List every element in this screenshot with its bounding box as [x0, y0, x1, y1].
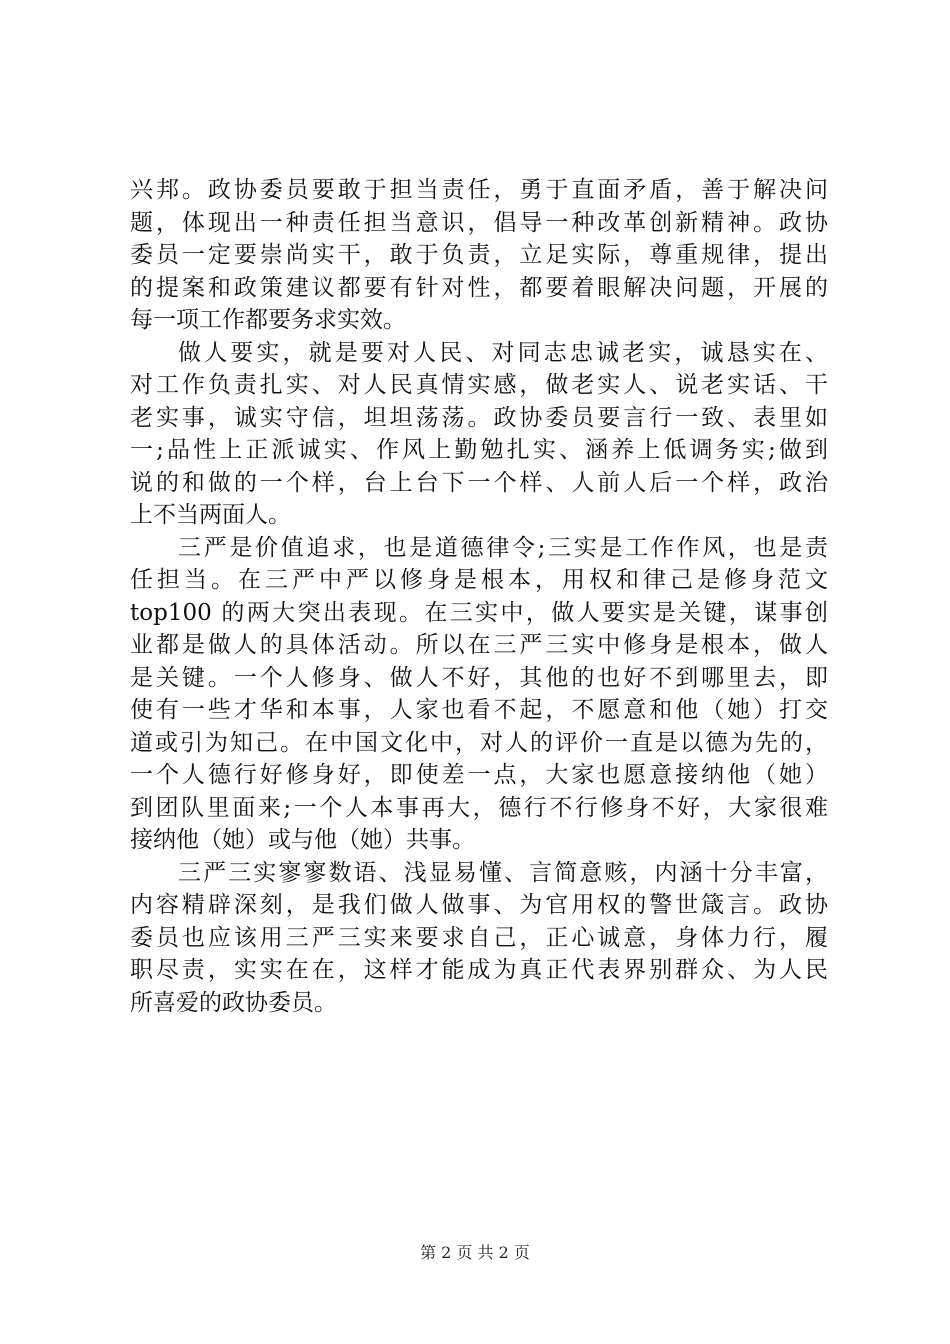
- paragraph: [130, 532, 828, 857]
- paragraph-line: 接纳他（她）或与他（她）共事。: [130, 827, 475, 853]
- paragraph-line: 委员也应该用三严三实来要求自己，正心诚意，身体力行，履: [130, 924, 828, 951]
- paragraph-line: 到团队里面来;一个人本事再大，德行不行修身不好，大家很难: [130, 794, 828, 821]
- paragraph-line: 三严是价值追求，也是道德律令;三实是工作作风，也是责: [178, 534, 828, 561]
- paragraph-line: 一;品性上正派诚实、作风上勤勉扎实、涵养上低调务实;做到: [130, 437, 828, 463]
- paragraph-line: 对工作负责扎实、对人民真情实感，做老实人、说老实话、干: [130, 372, 828, 398]
- paragraph-line: 使有一些才华和本事，人家也看不起，不愿意和他（她）打交: [130, 697, 828, 723]
- paragraph-line: 职尽责，实实在在，这样才能成为真正代表界别群众、为人民: [130, 957, 828, 983]
- paragraph-line: 业都是做人的具体活动。所以在三严三实中修身是根本，做人: [130, 632, 828, 658]
- paragraph-line: 做人要实，就是要对人民、对同志忠诚老实，诚恳实在、: [178, 339, 828, 366]
- paragraph-line: 说的和做的一个样，台上台下一个样、人前人后一个样，政治: [130, 469, 828, 496]
- paragraph-line: 每一项工作都要务求实效。: [130, 307, 406, 333]
- paragraph: [130, 337, 828, 532]
- paragraph-line: 道或引为知己。在中国文化中，对人的评价一直是以德为先的，: [130, 729, 828, 756]
- paragraph-line: top100 的两大突出表现。在三实中，做人要实是关键，谋事创: [130, 599, 828, 626]
- paragraph-line: 任担当。在三严中严以修身是根本，用权和律己是修身范文: [130, 567, 828, 593]
- paragraph: [130, 857, 828, 1020]
- paragraph-line: 委员一定要崇尚实干，敢于负责，立足实际，尊重规律，提出: [130, 242, 828, 268]
- paragraph-line: 一个人德行好修身好，即使差一点，大家也愿意接纳他（她）: [130, 762, 828, 788]
- paragraph: [130, 174, 828, 337]
- paragraph-line: 老实事，诚实守信，坦坦荡荡。政协委员要言行一致、表里如: [130, 404, 828, 431]
- paragraph-line: 内容精辟深刻，是我们做人做事、为官用权的警世箴言。政协: [130, 892, 828, 918]
- body-text: [130, 174, 828, 1019]
- paragraph-line: 所喜爱的政协委员。: [130, 989, 337, 1016]
- paragraph-line: 兴邦。政协委员要敢于担当责任，勇于直面矛盾，善于解决问: [130, 177, 828, 203]
- paragraph-line: 的提案和政策建议都要有针对性，都要着眼解决问题，开展的: [130, 274, 828, 301]
- page-footer: 第 2 页 共 2 页: [420, 1243, 530, 1262]
- paragraph-line: 题，体现出一种责任担当意识，倡导一种改革创新精神。政协: [130, 209, 828, 236]
- paragraph-line: 是关键。一个人修身、做人不好，其他的也好不到哪里去，即: [130, 664, 828, 691]
- paragraph-line: 三严三实寥寥数语、浅显易懂、言简意赅，内涵十分丰富，: [178, 859, 828, 886]
- paragraph-line: 上不当两面人。: [130, 502, 291, 528]
